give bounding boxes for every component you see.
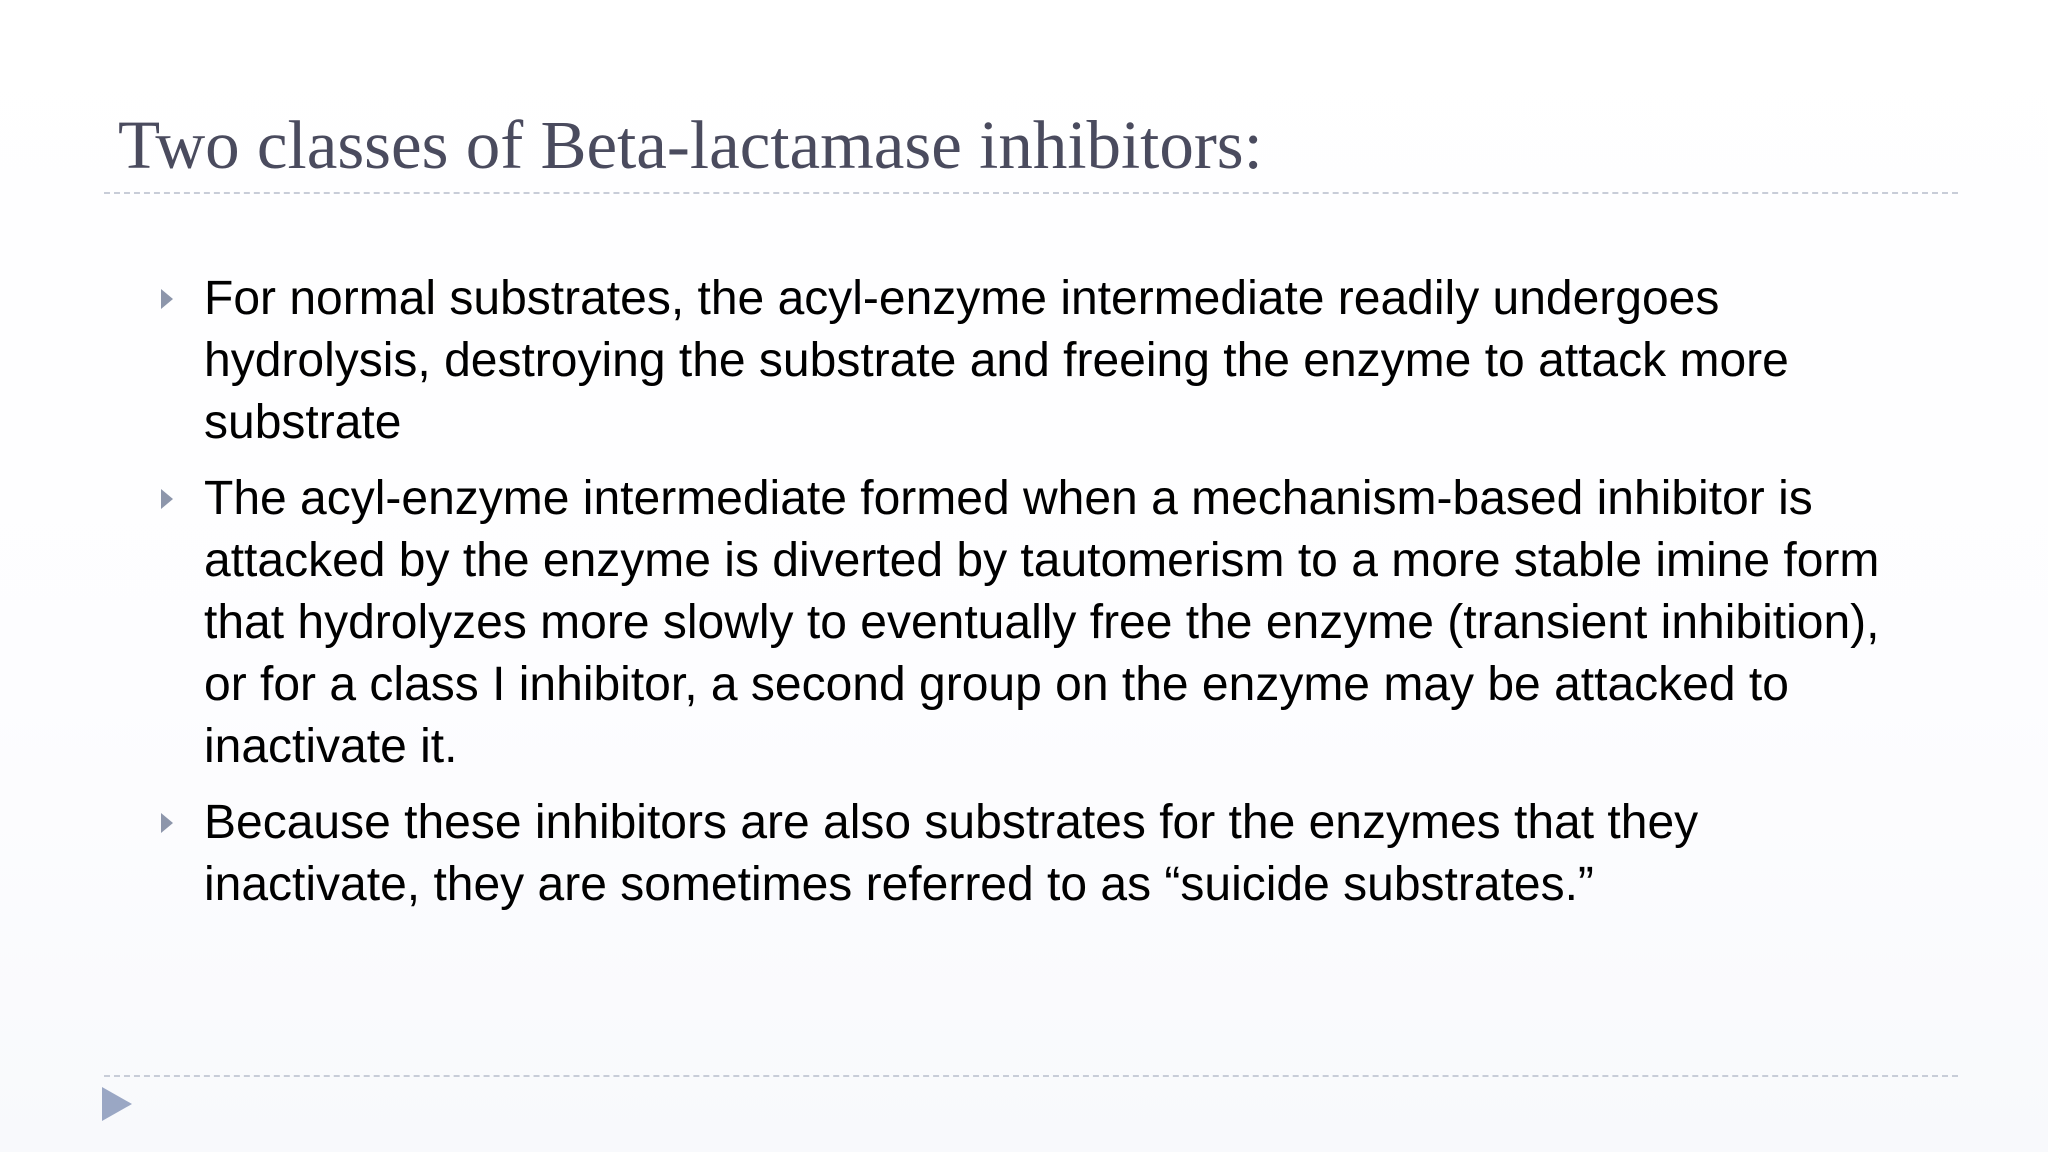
triangle-right-icon	[160, 468, 204, 530]
triangle-right-icon	[160, 268, 204, 330]
footer-divider	[104, 1075, 1958, 1077]
bullet-text: The acyl-enzyme intermediate formed when a mechanism-based inhibitor is attacked by the enzyme is diverted by tautomerism to a more stable imine form that hydrolyzes more slowly to eventually free the enzyme (transient inhibition), or for a class I inhibitor, a second group on the enzyme may be attacked to inactivate it.	[204, 472, 1880, 773]
triangle-right-icon	[160, 792, 204, 854]
play-arrow-icon	[102, 1087, 132, 1121]
bullet-item	[160, 268, 1920, 454]
bullet-text: Because these inhibitors are also substrates for the enzymes that they inactivate, they are sometimes referred to as “suicide substrates.”	[204, 796, 1699, 911]
bullet-item	[160, 792, 1920, 916]
bullet-item	[160, 468, 1920, 778]
title-divider	[104, 192, 1958, 194]
bullet-list	[160, 268, 1920, 930]
bullet-text: For normal substrates, the acyl-enzyme intermediate readily undergoes hydrolysis, destroying the substrate and freeing the enzyme to attack more substrate	[204, 272, 1789, 449]
slide-title: Two classes of Beta-lactamase inhibitors:	[118, 107, 1263, 183]
